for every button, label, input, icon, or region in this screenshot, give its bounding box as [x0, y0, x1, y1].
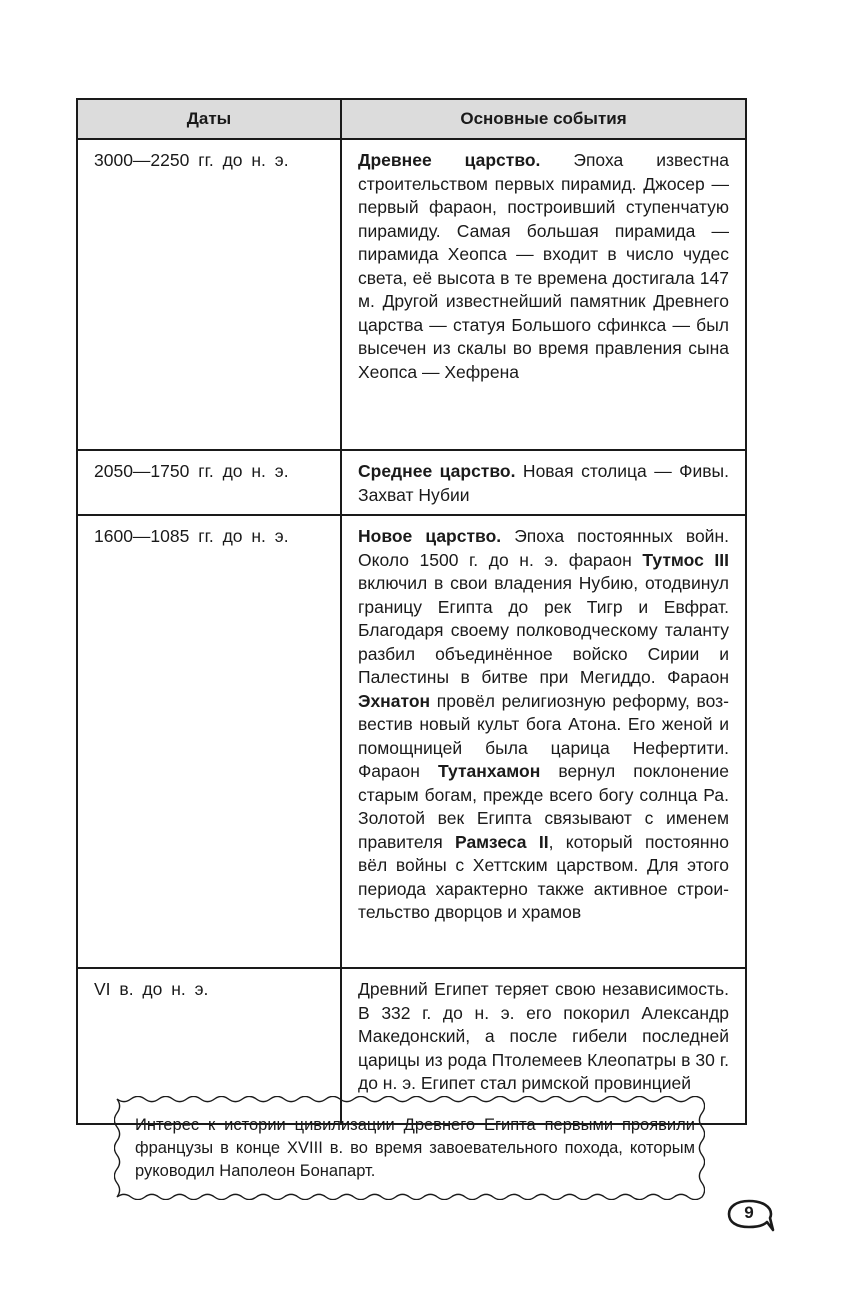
history-table [76, 98, 747, 1125]
page-number-badge [726, 1197, 776, 1233]
date-cell: 1600—1085 гг. до н. э. [77, 515, 341, 968]
event-text: Эпоха известна строительством первых пирамид. Джосер — первый фараон, построивший ступенчатую пирамиду. Самая большая пирамида — пирамида Хеопса — входит в число чудес света, её высота в те времена достигала 147 м. Другой известнейший памятник Древнего царства — статуя Большого сфинкса — был высечен из скалы во время правления сына Хеопса — Хефрена [358, 150, 729, 382]
table-row-new-kingdom [77, 515, 746, 968]
event-text: , который постоянно вёл войны с Хеттским царством. Для этого периода характерно также активное строительство дворцов и храмов [358, 831, 729, 922]
pharaoh-name: Рамзеса II [455, 831, 549, 852]
header-dates: Даты [77, 99, 341, 139]
event-cell [341, 139, 746, 450]
header-events: Основные события [341, 99, 746, 139]
table-header-row [77, 99, 746, 139]
event-title: Древнее царство. [358, 150, 541, 170]
pharaoh-name: Тутмос III [642, 549, 729, 570]
event-cell [341, 450, 746, 515]
table-row-old-kingdom [77, 139, 746, 450]
event-text: вернул поклонение старым богам, прежде всего богу солнца Ра. Золотой век Египта связывают с именем правителя [358, 761, 730, 852]
event-text: Эпоха постоянных войн. Около 1500 г. до н. э. фараон [358, 526, 729, 570]
note-text: Интерес к истории цивилизации Древнего Египта первыми проявили французы в конце XVIII в. во время завоевательного похода, которым руководил Наполеон Бонапарт. [135, 1116, 695, 1180]
table-row-middle-kingdom [77, 450, 746, 515]
event-cell [341, 515, 746, 968]
date-cell: VI в. до н. э. [77, 968, 341, 1124]
event-text: включил в свои владения Нубию, отодвинул границу Египта до рек Тигр и Евфрат. Благодаря своему полководческому таланту разбил объединённое войско Сирии и Палестины в битве при Мегиддо. Фараон [358, 573, 729, 687]
page-number: 9 [744, 1203, 754, 1222]
event-text: Новая столица — Фивы. Захват Нубии [358, 461, 729, 505]
date-cell: 3000—2250 гг. до н. э. [77, 139, 341, 450]
date-cell: 2050—1750 гг. до н. э. [77, 450, 341, 515]
event-title: Новое царство. [358, 526, 502, 546]
pharaoh-name: Тутанхамон [437, 761, 541, 781]
event-title: Среднее царство. [358, 461, 516, 481]
event-text: провёл религиозную реформу, возвестив новый культ бога Атона. Его женой и помощницей была царица Нефертити. Фараон [358, 690, 729, 781]
note-box [114, 1096, 705, 1200]
pharaoh-name: Эхнатон [358, 690, 431, 711]
event-cell: Древний Египет теряет свою независимость. В 332 г. до н. э. его покорил Александр Македонский, а после гибели последней царицы из рода Птолемеев Клеопатры в 30 г. до н. э. Египет стал римской провинцией [341, 968, 746, 1124]
